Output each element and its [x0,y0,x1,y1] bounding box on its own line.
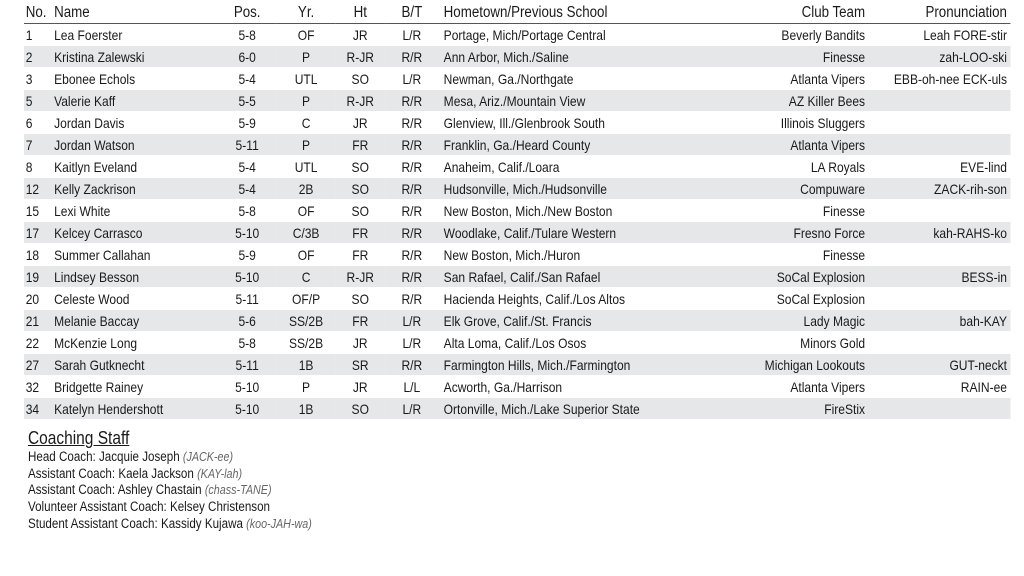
cell-pronunciation [865,332,1010,354]
cell-club: Atlanta Vipers [727,376,865,398]
cell-name: Kelly Zackrison [54,178,217,200]
table-row [24,354,1010,376]
cell-yr: 1B [277,354,335,376]
cell-ht: JR [335,24,385,46]
cell-ht: SO [335,288,385,310]
col-header-no: No. [24,2,54,24]
cell-bt: L/L [385,376,438,398]
table-row [24,266,1010,288]
table-row [24,310,1010,332]
cell-club: AZ Killer Bees [727,90,865,112]
cell-name: Lea Foerster [54,24,217,46]
table-row [24,90,1010,112]
cell-club: Illinois Sluggers [727,112,865,134]
cell-ht: JR [335,376,385,398]
cell-ht: FR [335,222,385,244]
cell-name: Lindsey Besson [54,266,217,288]
cell-pronunciation: BESS-in [865,266,1010,288]
cell-club: Fresno Force [727,222,865,244]
cell-club: Atlanta Vipers [727,134,865,156]
cell-name: Summer Callahan [54,244,217,266]
cell-hometown: New Boston, Mich./New Boston [439,200,728,222]
cell-pronunciation [865,112,1010,134]
cell-yr: 2B [277,178,335,200]
cell-name: Kelcey Carrasco [54,222,217,244]
cell-bt: R/R [385,112,438,134]
staff-list [28,449,358,533]
cell-club: Michigan Lookouts [727,354,865,376]
cell-no: 8 [24,156,54,178]
cell-no: 19 [24,266,54,288]
cell-pos: 5-9 [218,112,277,134]
cell-hometown: Elk Grove, Calif./St. Francis [439,310,728,332]
staff-member-text: Volunteer Assistant Coach: Kelsey Christenson [28,499,271,515]
cell-yr: C/3B [277,222,335,244]
cell-name: Sarah Gutknecht [54,354,217,376]
cell-hometown: Alta Loma, Calif./Los Osos [439,332,728,354]
cell-no: 32 [24,376,54,398]
cell-pos: 5-6 [218,310,277,332]
table-row [24,376,1010,398]
cell-bt: R/R [385,288,438,310]
col-header-pos: Pos. [218,2,277,24]
cell-pronunciation: Leah FORE-stir [865,24,1010,46]
cell-club: LA Royals [727,156,865,178]
staff-member [28,482,312,499]
cell-club: SoCal Explosion [727,266,865,288]
cell-club: Compuware [727,178,865,200]
col-header-pronunciation: Pronunciation [865,2,1010,24]
cell-hometown: Acworth, Ga./Harrison [439,376,728,398]
cell-name: Kaitlyn Eveland [54,156,217,178]
cell-ht: JR [335,112,385,134]
cell-ht: R-JR [335,266,385,288]
cell-ht: JR [335,332,385,354]
cell-yr: OF [277,200,335,222]
cell-yr: P [277,90,335,112]
cell-yr: OF/P [277,288,335,310]
staff-member [28,499,312,516]
cell-pos: 5-4 [218,156,277,178]
cell-pos: 5-8 [218,332,277,354]
cell-pos: 5-4 [218,178,277,200]
roster-header [24,2,1010,24]
staff-member-text: Assistant Coach: Kaela Jackson [28,465,194,481]
cell-yr: C [277,112,335,134]
table-row [24,288,1010,310]
table-row [24,332,1010,354]
cell-pronunciation [865,398,1010,420]
cell-name: Melanie Baccay [54,310,217,332]
cell-pos: 6-0 [218,46,277,68]
cell-hometown: Franklin, Ga./Heard County [439,134,728,156]
cell-pos: 5-11 [218,354,277,376]
cell-yr: 1B [277,398,335,420]
cell-bt: R/R [385,354,438,376]
cell-yr: UTL [277,68,335,90]
cell-pronunciation: kah-RAHS-ko [865,222,1010,244]
cell-pos: 5-11 [218,288,277,310]
cell-bt: L/R [385,398,438,420]
staff-member-pronunciation: (chass-TANE) [204,483,272,498]
cell-hometown: Hacienda Heights, Calif./Los Altos [439,288,728,310]
table-row [24,200,1010,222]
cell-bt: R/R [385,178,438,200]
cell-yr: UTL [277,156,335,178]
cell-ht: FR [335,244,385,266]
cell-hometown: Ortonville, Mich./Lake Superior State [439,398,728,420]
roster-body [24,24,1010,420]
cell-no: 12 [24,178,54,200]
table-row [24,112,1010,134]
table-row [24,222,1010,244]
cell-bt: R/R [385,266,438,288]
cell-bt: R/R [385,134,438,156]
cell-ht: SO [335,200,385,222]
cell-pos: 5-8 [218,24,277,46]
cell-hometown: Portage, Mich/Portage Central [439,24,728,46]
cell-name: Kristina Zalewski [54,46,217,68]
cell-ht: SO [335,178,385,200]
table-row [24,156,1010,178]
cell-hometown: Hudsonville, Mich./Hudsonville [439,178,728,200]
cell-yr: C [277,266,335,288]
cell-name: Jordan Davis [54,112,217,134]
staff-member-pronunciation: (KAY-lah) [197,466,243,481]
cell-ht: SO [335,156,385,178]
cell-yr: P [277,46,335,68]
cell-name: Katelyn Hendershott [54,398,217,420]
cell-pronunciation: EBB-oh-nee ECK-uls [865,68,1010,90]
cell-hometown: New Boston, Mich./Huron [439,244,728,266]
cell-bt: R/R [385,46,438,68]
cell-no: 15 [24,200,54,222]
cell-bt: R/R [385,244,438,266]
cell-pronunciation [865,90,1010,112]
cell-name: McKenzie Long [54,332,217,354]
staff-member-text: Head Coach: Jacquie Joseph [28,448,180,464]
col-header-yr: Yr. [277,2,335,24]
table-row [24,178,1010,200]
staff-member-pronunciation: (koo-JAH-wa) [246,516,312,531]
cell-club: FireStix [727,398,865,420]
cell-ht: FR [335,310,385,332]
cell-no: 17 [24,222,54,244]
cell-no: 5 [24,90,54,112]
cell-pronunciation: RAIN-ee [865,376,1010,398]
cell-pos: 5-10 [218,266,277,288]
cell-pos: 5-10 [218,398,277,420]
cell-pos: 5-4 [218,68,277,90]
cell-yr: P [277,376,335,398]
col-header-club: Club Team [727,2,865,24]
col-header-hometown: Hometown/Previous School [439,2,728,24]
cell-ht: SO [335,68,385,90]
staff-member-text: Student Assistant Coach: Kassidy Kujawa [28,515,243,531]
cell-pos: 5-10 [218,222,277,244]
staff-member-text: Assistant Coach: Ashley Chastain [28,482,202,498]
cell-bt: R/R [385,222,438,244]
cell-ht: SO [335,398,385,420]
cell-pos: 5-8 [218,200,277,222]
cell-no: 21 [24,310,54,332]
cell-yr: P [277,134,335,156]
cell-ht: R-JR [335,90,385,112]
cell-no: 18 [24,244,54,266]
cell-no: 7 [24,134,54,156]
table-row [24,68,1010,90]
cell-bt: L/R [385,332,438,354]
staff-member [28,449,312,466]
cell-club: Lady Magic [727,310,865,332]
table-row [24,24,1010,46]
cell-pos: 5-10 [218,376,277,398]
cell-club: Minors Gold [727,332,865,354]
cell-pronunciation: zah-LOO-ski [865,46,1010,68]
staff-title: Coaching Staff [28,428,130,448]
cell-pronunciation [865,244,1010,266]
cell-bt: L/R [385,310,438,332]
cell-hometown: Glenview, Ill./Glenbrook South [439,112,728,134]
cell-club: Atlanta Vipers [727,68,865,90]
header-row [24,2,1010,24]
cell-ht: SR [335,354,385,376]
cell-name: Lexi White [54,200,217,222]
staff-member-pronunciation: (JACK-ee) [182,449,234,464]
cell-name: Jordan Watson [54,134,217,156]
cell-bt: R/R [385,90,438,112]
cell-pronunciation [865,134,1010,156]
roster-table [24,2,1010,420]
cell-club: SoCal Explosion [727,288,865,310]
cell-no: 20 [24,288,54,310]
cell-no: 27 [24,354,54,376]
cell-hometown: Anaheim, Calif./Loara [439,156,728,178]
cell-bt: L/R [385,68,438,90]
cell-club: Beverly Bandits [727,24,865,46]
cell-no: 22 [24,332,54,354]
cell-ht: R-JR [335,46,385,68]
col-header-ht: Ht [335,2,385,24]
cell-hometown: Newman, Ga./Northgate [439,68,728,90]
cell-bt: R/R [385,156,438,178]
table-row [24,244,1010,266]
cell-hometown: Ann Arbor, Mich./Saline [439,46,728,68]
cell-pronunciation [865,200,1010,222]
staff-member [28,516,312,533]
cell-pos: 5-5 [218,90,277,112]
cell-pronunciation [865,288,1010,310]
cell-hometown: Farmington Hills, Mich./Farmington [439,354,728,376]
cell-ht: FR [335,134,385,156]
table-row [24,46,1010,68]
table-row [24,134,1010,156]
cell-hometown: Mesa, Ariz./Mountain View [439,90,728,112]
cell-yr: OF [277,24,335,46]
table-row [24,398,1010,420]
col-header-bt: B/T [385,2,438,24]
cell-yr: SS/2B [277,332,335,354]
cell-name: Valerie Kaff [54,90,217,112]
cell-no: 1 [24,24,54,46]
cell-pronunciation: EVE-lind [865,156,1010,178]
cell-pos: 5-9 [218,244,277,266]
cell-pos: 5-11 [218,134,277,156]
cell-bt: L/R [385,24,438,46]
cell-name: Bridgette Rainey [54,376,217,398]
cell-club: Finesse [727,244,865,266]
cell-club: Finesse [727,46,865,68]
cell-hometown: Woodlake, Calif./Tulare Western [439,222,728,244]
cell-yr: SS/2B [277,310,335,332]
cell-name: Celeste Wood [54,288,217,310]
coaching-staff [28,430,358,533]
cell-pronunciation: bah-KAY [865,310,1010,332]
cell-no: 3 [24,68,54,90]
cell-yr: OF [277,244,335,266]
cell-name: Ebonee Echols [54,68,217,90]
cell-pronunciation: GUT-neckt [865,354,1010,376]
col-header-name: Name [54,2,217,24]
cell-no: 6 [24,112,54,134]
cell-hometown: San Rafael, Calif./San Rafael [439,266,728,288]
cell-bt: R/R [385,200,438,222]
cell-pronunciation: ZACK-rih-son [865,178,1010,200]
cell-no: 2 [24,46,54,68]
cell-club: Finesse [727,200,865,222]
staff-member [28,466,312,483]
cell-no: 34 [24,398,54,420]
